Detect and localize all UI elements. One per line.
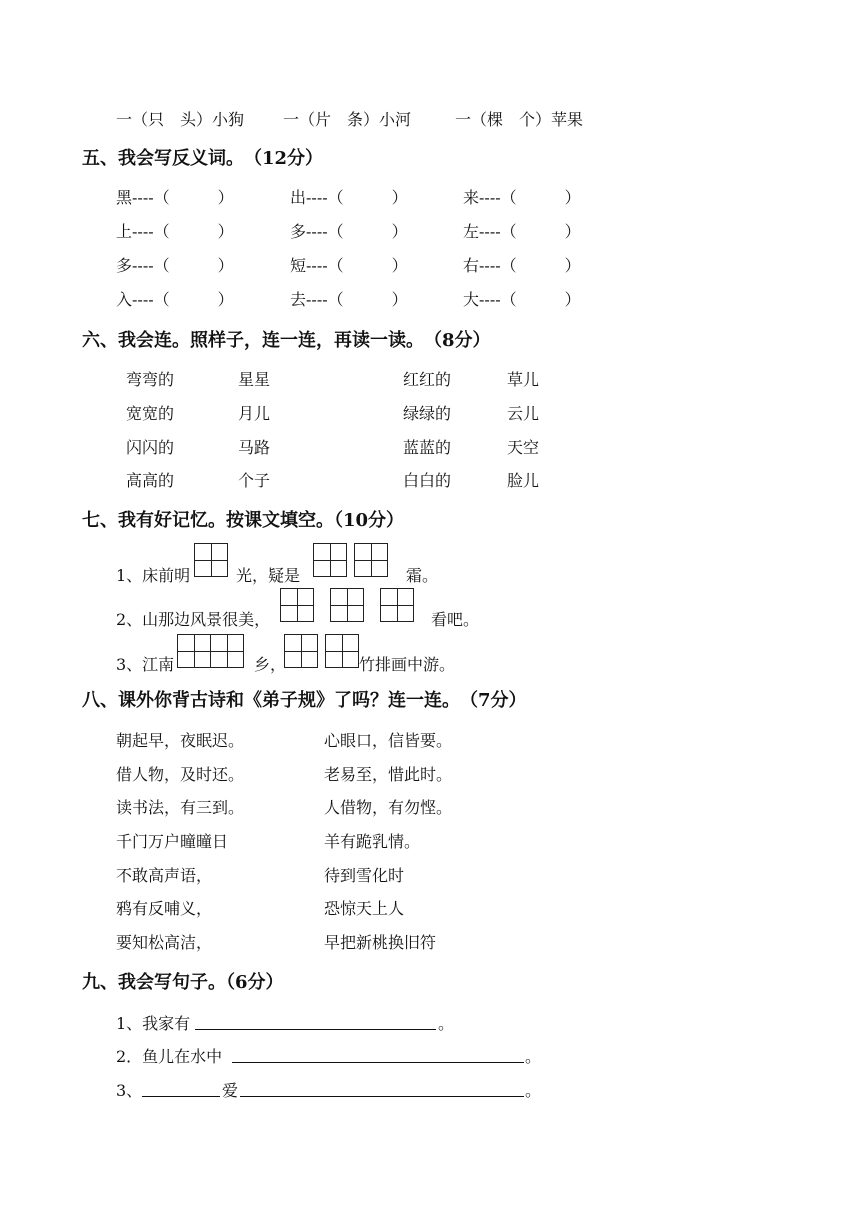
match-right-b: 云儿 xyxy=(507,404,540,423)
sentence-3-prefix: 3、 xyxy=(116,1081,143,1100)
sentence-1-end: 。 xyxy=(438,1014,455,1033)
poem-left-line: 借人物，及时还。 xyxy=(116,765,245,784)
section-7-title: 七、我有好记忆。按课文填空。（10分） xyxy=(82,510,405,531)
fill-line-1-suffix: 霜。 xyxy=(406,566,439,585)
writing-grid-box[interactable] xyxy=(330,588,364,622)
section-8-title: 八、课外你背古诗和《弟子规》了吗？连一连。 （7分） xyxy=(82,690,527,711)
poem-right-line: 心眼口，信皆要。 xyxy=(324,731,453,750)
match-right-b: 草儿 xyxy=(507,370,540,389)
antonym-item: 入----（ ） xyxy=(116,290,234,309)
match-left-b: 白白的 xyxy=(403,471,452,490)
poem-right-line: 待到雪化时 xyxy=(324,866,405,885)
antonym-item: 去----（ ） xyxy=(290,290,408,309)
match-right-b: 天空 xyxy=(507,438,540,457)
poem-left-line: 千门万户曈曈日 xyxy=(116,832,229,851)
fill-line-2-suffix: 看吧。 xyxy=(431,610,480,629)
match-right-a: 月儿 xyxy=(238,404,271,423)
poem-left-line: 不敢高声语， xyxy=(116,866,213,885)
poem-left-line: 要知松高洁， xyxy=(116,933,213,952)
antonym-item: 多----（ ） xyxy=(290,222,408,241)
fill-line-1-mid: 光，疑是 xyxy=(236,566,301,585)
fill-line-3-mid: 乡， xyxy=(254,655,287,674)
poem-right-line: 羊有跪乳情。 xyxy=(324,832,421,851)
sentence-2-end: 。 xyxy=(525,1047,542,1066)
match-left-a: 宽宽的 xyxy=(126,404,175,423)
poem-right-line: 老易至，惜此时。 xyxy=(324,765,453,784)
poem-right-line: 早把新桃换旧符 xyxy=(324,933,437,952)
answer-line[interactable] xyxy=(142,1096,220,1097)
match-right-b: 脸儿 xyxy=(507,471,540,490)
sentence-2-prefix: 2．鱼儿在水中 xyxy=(116,1047,223,1066)
antonym-item: 短----（ ） xyxy=(290,256,408,275)
sentence-3-end: 。 xyxy=(525,1081,542,1100)
section-5-title: 五、我会写反义词。 （12分） xyxy=(82,148,324,169)
poem-left-line: 读书法，有三到。 xyxy=(116,798,245,817)
answer-line[interactable] xyxy=(195,1029,436,1030)
fill-line-2-prefix: 2、山那边风景很美， xyxy=(116,610,271,629)
poem-right-line: 人借物，有勿悭。 xyxy=(324,798,453,817)
match-left-b: 红红的 xyxy=(403,370,452,389)
antonym-item: 多----（ ） xyxy=(116,256,234,275)
fill-line-3-prefix: 3、江南 xyxy=(116,655,175,674)
antonym-item: 上----（ ） xyxy=(116,222,234,241)
antonym-item: 大----（ ） xyxy=(463,290,581,309)
poem-left-line: 朝起早，夜眠迟。 xyxy=(116,731,245,750)
sentence-3-mid: 爱 xyxy=(222,1081,239,1100)
measure-item-3: 一（棵 个）苹果 xyxy=(455,110,584,129)
answer-line[interactable] xyxy=(240,1096,524,1097)
writing-grid-box[interactable] xyxy=(284,634,318,668)
match-left-b: 绿绿的 xyxy=(403,404,452,423)
antonym-item: 出----（ ） xyxy=(290,188,408,207)
match-left-a: 弯弯的 xyxy=(126,370,175,389)
poem-left-line: 鸦有反哺义， xyxy=(116,899,213,918)
antonym-item: 左----（ ） xyxy=(463,222,581,241)
writing-grid-box[interactable] xyxy=(380,588,414,622)
section-6-title: 六、我会连。照样子，连一连，再读一读。 （8分） xyxy=(82,330,491,351)
measure-item-1: 一（只 头）小狗 xyxy=(116,110,245,129)
poem-right-line: 恐惊天上人 xyxy=(324,899,405,918)
writing-grid-box[interactable] xyxy=(325,634,359,668)
fill-line-3-suffix: 竹排画中游。 xyxy=(359,655,456,674)
antonym-item: 来----（ ） xyxy=(463,188,581,207)
answer-line[interactable] xyxy=(232,1062,524,1063)
section-9-title: 九、我会写句子。（6分） xyxy=(82,972,284,993)
writing-grid-box[interactable] xyxy=(313,543,347,577)
match-left-b: 蓝蓝的 xyxy=(403,438,452,457)
writing-grid-box[interactable] xyxy=(210,634,244,668)
writing-grid-box[interactable] xyxy=(354,543,388,577)
fill-line-1-prefix: 1、床前明 xyxy=(116,566,191,585)
measure-item-2: 一（片 条）小河 xyxy=(283,110,412,129)
match-right-a: 个子 xyxy=(238,471,271,490)
writing-grid-box[interactable] xyxy=(194,543,228,577)
sentence-1-prefix: 1、我家有 xyxy=(116,1014,191,1033)
match-left-a: 高高的 xyxy=(126,471,175,490)
match-right-a: 星星 xyxy=(238,370,271,389)
antonym-item: 黑----（ ） xyxy=(116,188,234,207)
writing-grid-box[interactable] xyxy=(280,588,314,622)
match-left-a: 闪闪的 xyxy=(126,438,175,457)
writing-grid-box[interactable] xyxy=(177,634,211,668)
antonym-item: 右----（ ） xyxy=(463,256,581,275)
match-right-a: 马路 xyxy=(238,438,271,457)
